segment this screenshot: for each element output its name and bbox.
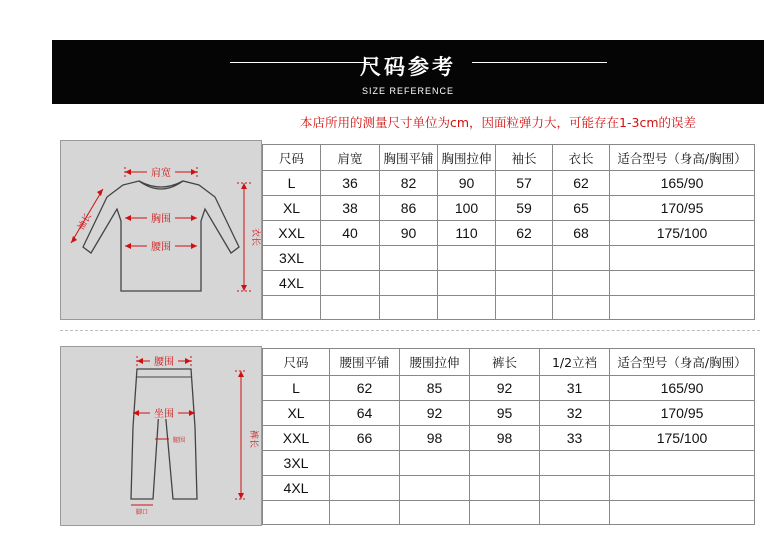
table-row <box>263 476 755 501</box>
column-header: 衣长 <box>553 145 610 171</box>
table-cell: 68 <box>553 221 610 246</box>
table-cell <box>321 246 380 271</box>
table-cell: 62 <box>553 171 610 196</box>
table-row <box>263 196 755 221</box>
column-header: 尺码 <box>263 145 321 171</box>
table-cell: XL <box>263 196 321 221</box>
table-cell <box>380 271 438 296</box>
pants-icon <box>61 347 261 525</box>
table-cell: 170/95 <box>610 401 755 426</box>
table-cell: 62 <box>330 376 400 401</box>
table-cell <box>496 296 553 320</box>
table-cell <box>540 476 610 501</box>
table-row <box>263 501 755 525</box>
table-cell <box>610 501 755 525</box>
pants-garment-diagram <box>60 346 262 526</box>
table-cell <box>380 246 438 271</box>
measurement-note: 本店所用的测量尺寸单位为cm，因面粒弹力大，可能存在1-3cm的误差 <box>300 115 697 130</box>
table-cell: 57 <box>496 171 553 196</box>
table-row <box>263 221 755 246</box>
table-cell: XXL <box>263 426 330 451</box>
table-cell <box>330 451 400 476</box>
table-cell: 165/90 <box>610 376 755 401</box>
table-cell <box>553 246 610 271</box>
table-row <box>263 451 755 476</box>
pants-length-label: 裤长 <box>248 429 258 449</box>
table-cell: 62 <box>496 221 553 246</box>
chest-label: 胸围 <box>151 214 171 225</box>
table-cell <box>610 246 755 271</box>
column-header: 腰围拉伸 <box>400 349 470 376</box>
table-cell <box>400 501 470 525</box>
table-cell <box>321 296 380 320</box>
table-cell: 175/100 <box>610 426 755 451</box>
column-header: 裤长 <box>470 349 540 376</box>
size-reference-banner <box>52 40 764 104</box>
table-cell: 175/100 <box>610 221 755 246</box>
table-cell: 100 <box>438 196 496 221</box>
column-header: 袖长 <box>496 145 553 171</box>
table-cell <box>610 476 755 501</box>
shoulder-label: 肩宽 <box>151 168 171 179</box>
waist-label: 腰围 <box>151 242 171 253</box>
table-row <box>263 271 755 296</box>
pants-waist-label: 腰围 <box>154 357 174 368</box>
table-cell: 4XL <box>263 271 321 296</box>
table-cell: 85 <box>400 376 470 401</box>
table-cell <box>470 476 540 501</box>
table-cell <box>470 501 540 525</box>
table-row <box>263 296 755 320</box>
table-cell: 3XL <box>263 451 330 476</box>
table-cell <box>553 271 610 296</box>
table-cell <box>470 451 540 476</box>
table-cell: 66 <box>330 426 400 451</box>
column-header: 胸围平铺 <box>380 145 438 171</box>
table-cell: 90 <box>380 221 438 246</box>
sleeve-label: 袖长 <box>76 211 95 233</box>
column-header: 适合型号（身高/胸围） <box>610 145 755 171</box>
table-cell: XXL <box>263 221 321 246</box>
table-cell: 32 <box>540 401 610 426</box>
table-cell: 86 <box>380 196 438 221</box>
table-cell: 40 <box>321 221 380 246</box>
table-cell: 31 <box>540 376 610 401</box>
column-header: 肩宽 <box>321 145 380 171</box>
table-cell: 33 <box>540 426 610 451</box>
table-cell: 82 <box>380 171 438 196</box>
section-divider <box>60 330 760 331</box>
table-header-row <box>263 145 755 171</box>
table-cell: 165/90 <box>610 171 755 196</box>
table-cell: 170/95 <box>610 196 755 221</box>
table-header-row <box>263 349 755 376</box>
table-cell: 98 <box>400 426 470 451</box>
top-size-table <box>262 144 755 320</box>
table-cell <box>496 246 553 271</box>
banner-title: 尺码参考 <box>360 55 456 79</box>
table-cell: 98 <box>470 426 540 451</box>
table-cell <box>438 246 496 271</box>
table-cell: 4XL <box>263 476 330 501</box>
top-garment-diagram <box>60 140 262 320</box>
table-cell <box>380 296 438 320</box>
table-cell <box>263 296 321 320</box>
table-row <box>263 401 755 426</box>
table-cell <box>438 296 496 320</box>
table-cell: 38 <box>321 196 380 221</box>
table-cell <box>610 271 755 296</box>
column-header: 适合型号（身高/胸围） <box>610 349 755 376</box>
table-cell: 92 <box>400 401 470 426</box>
column-header: 1/2立裆 <box>540 349 610 376</box>
table-cell: 95 <box>470 401 540 426</box>
table-cell <box>496 271 553 296</box>
table-cell <box>330 501 400 525</box>
table-cell: 3XL <box>263 246 321 271</box>
table-cell <box>400 451 470 476</box>
table-cell: 65 <box>553 196 610 221</box>
table-cell: 110 <box>438 221 496 246</box>
table-cell: XL <box>263 401 330 426</box>
hip-label: 坐围 <box>154 409 174 420</box>
pants-size-table <box>262 348 755 525</box>
table-cell <box>330 476 400 501</box>
column-header: 尺码 <box>263 349 330 376</box>
table-cell <box>263 501 330 525</box>
table-cell <box>321 271 380 296</box>
table-cell <box>540 501 610 525</box>
table-cell <box>438 271 496 296</box>
column-header: 胸围拉伸 <box>438 145 496 171</box>
table-cell: 90 <box>438 171 496 196</box>
table-cell <box>540 451 610 476</box>
table-row <box>263 246 755 271</box>
table-cell: 36 <box>321 171 380 196</box>
table-row <box>263 376 755 401</box>
table-cell <box>610 451 755 476</box>
table-cell <box>553 296 610 320</box>
table-cell: L <box>263 171 321 196</box>
banner-subtitle: SIZE REFERENCE <box>361 86 454 96</box>
table-cell <box>610 296 755 320</box>
length-label: 衣长 <box>250 227 260 247</box>
column-header: 腰围平铺 <box>330 349 400 376</box>
table-row <box>263 426 755 451</box>
table-cell: 59 <box>496 196 553 221</box>
table-row <box>263 171 755 196</box>
table-cell: 64 <box>330 401 400 426</box>
long-sleeve-shirt-icon <box>61 141 261 319</box>
table-cell: L <box>263 376 330 401</box>
thigh-label: 腿围 <box>173 437 186 444</box>
hem-label: 脚口 <box>135 509 149 516</box>
table-cell: 92 <box>470 376 540 401</box>
table-cell <box>400 476 470 501</box>
